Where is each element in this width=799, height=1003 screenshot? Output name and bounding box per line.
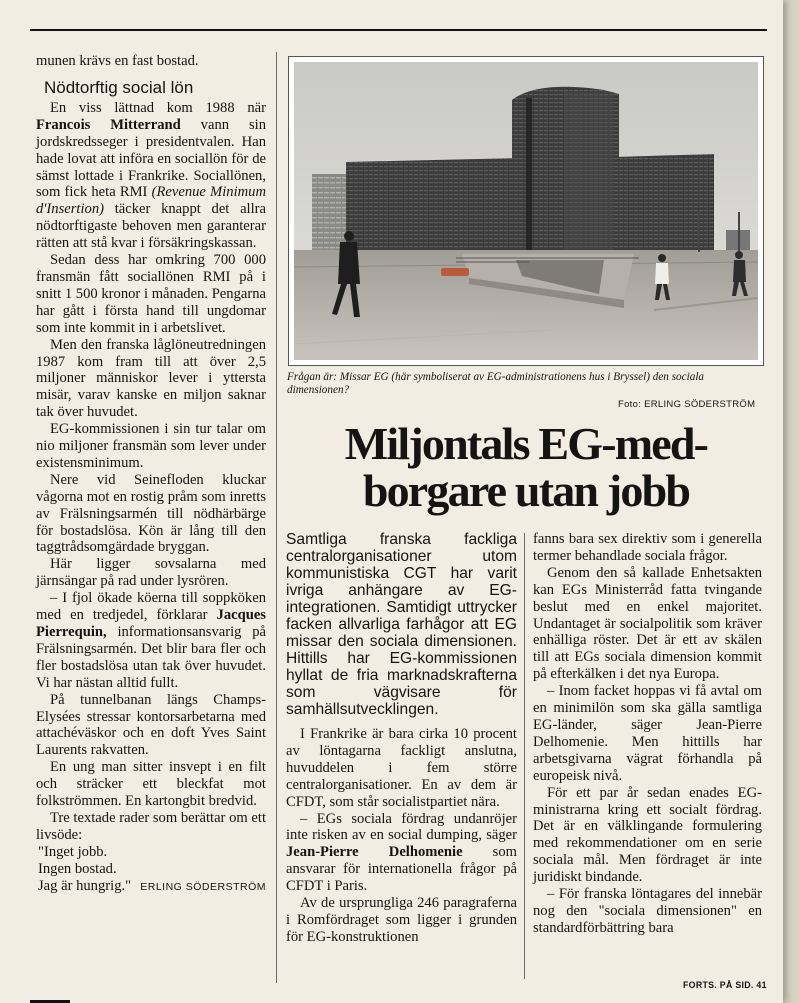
author-signature: ERLING SÖDERSTRÖM <box>140 880 266 893</box>
quote-line: "Inget jobb. <box>38 843 108 860</box>
paragraph: EG-kommissionen i sin tur talar om nio miljoner fransmän som lever under existensminimum. <box>36 421 266 471</box>
paragraph: I Frankrike är bara cirka 10 procent av löntagarna fackligt anslutna, huvuddelen i fem större centralorganisationer. En av dem är CFDT, som står socialistpartiet nära. <box>286 726 517 810</box>
paragraph: Tre textade rader som berättar om ett livsöde: <box>36 809 266 843</box>
paragraph: På tunnelbanan längs Champs-Elysées stressar kontorsarbetarna med attachéväskor och en doft Yves Saint Laurents rakvatten. <box>36 691 266 759</box>
article-headline <box>286 420 766 514</box>
article-column-3 <box>533 531 762 937</box>
paragraph: Av de ursprungliga 246 paragraferna i Romfördraget som ligger i grunden för EG-konstruktionen <box>286 895 517 945</box>
paragraph: – I fjol ökade köerna till soppköken med en tredjedel, förklarar Jacques Pierrequin, informationsansvarig på Frälsningsarmén. Det blir bara fler och fler bostadslösa utan tak över huvudet. Vi har nästan alltid fullt. <box>36 590 266 691</box>
paragraph: – Inom facket hoppas vi få avtal om en minimilön som ska gälla samtliga EG-länder, säger Jean-Pierre Delhomenie. Men hittills har arbetsgivarna vägrat förhandla på europeisk nivå. <box>533 683 762 784</box>
column-divider-left <box>276 52 277 983</box>
paragraph: – EGs sociala fördrag undanröjer inte risken av en social dumping, säger Jean-Pierre Delhomenie som ansvarar för internationella frågor på CFDT i Paris. <box>286 810 517 895</box>
paragraph: Nere vid Seinefloden kluckar vågorna mot en rostig pråm som inretts av Frälsningsarmén till nödhärbärge för bostadslösa. Kön är lång till den taggtrådsomgärdade bryggan. <box>36 471 266 556</box>
top-rule <box>30 29 767 31</box>
photo-credit: Foto: ERLING SÖDERSTRÖM <box>618 399 756 410</box>
article-column-1 <box>36 53 266 895</box>
paragraph: munen krävs en fast bostad. <box>36 53 199 69</box>
person-name: Jacques Pierrequin, <box>36 607 266 640</box>
continued-on-page-note: FORTS. PÅ SID. 41 <box>683 980 767 990</box>
paragraph: fanns bara sex direktiv som i generella termer behandlade sociala frågor. <box>533 531 762 564</box>
paragraph: En ung man sitter insvept i en filt och sträcker ett bleckfat mot folkströmmen. En kartongbit bredvid. <box>36 759 266 810</box>
paragraph: Genom den så kallade Enhetsakten kan EGs Ministerråd fatta tvingande beslut med en enkel majoritet. Undantaget är socialpolitik som kräver enhälliga röster. Det är ett av skälen till att EGs sociala dimension kommit på efterkälken i det nya Europa. <box>533 564 762 683</box>
lead-paragraph: Samtliga franska fackliga centralorganisationer utom kommunistiska CGT har varit ivriga anhängare av EG-integrationen. Samtidigt uttrycker facken allvarliga farhågor att EG missar den sociala dimensionen. Hittills har EG-kommissionen hyllat de fria marknadskrafterna som vägvisare för samhällsutvecklingen. <box>286 531 517 718</box>
column-divider-right <box>524 533 525 979</box>
paragraph: För ett par år sedan enades EG-ministrarna kring ett socialt fördrag. Det är en välklingande formulering med rekommendationer om en serie sociala mål. Men fördraget är inte juridiskt bindande. <box>533 784 762 886</box>
headline-line-1: Miljontals EG-med- <box>344 418 708 469</box>
person-name: Francois Mitterrand <box>36 116 181 133</box>
photo-caption: Frågan är: Missar EG (här symboliserat av EG-administrationens hus i Bryssel) den sociala dimensionen? <box>287 371 705 396</box>
quote-line: Jag är hungrig." <box>38 877 132 894</box>
paragraph: Här ligger sovsalarna med järnsängar på rad under lysrören. <box>36 556 266 590</box>
paragraph: Sedan dess har omkring 700 000 fransmän fått sociallönen RMI på i snitt 1 500 kronor i månaden. Pengarna har gått i första hand till ungdomar som inte kommit in i arbetslivet. <box>36 252 266 336</box>
photo <box>288 56 764 366</box>
quote-line: Ingen bostad. <box>38 860 117 877</box>
italic-term: (Revenue Minimum d'Insertion) <box>36 184 266 218</box>
building-photo-illustration <box>294 62 758 360</box>
paragraph: – För franska löntagares del innebär nog den "sociala dimensionen" en standardförbättring bara <box>533 886 762 936</box>
article-column-2 <box>286 531 517 946</box>
headline-line-2: borgare utan jobb <box>362 465 690 516</box>
person-name: Jean-Pierre Delhomenie <box>286 844 463 861</box>
subheading: Nödtorftig social lön <box>44 77 194 97</box>
paragraph: En viss lättnad kom 1988 när Francois Mitterrand vann sin jordskredsseger i presidentvalen. Han hade lovat att införa en sociallön för de sämst lottade i Frankrike. Sociallönen, som fick heta RMI (Revenue Minimum d'Insertion) täcker knappt det allra nödtorftigaste behoven men garanterar rätten att stå kvar i försäkringskassan. <box>36 99 267 252</box>
paragraph: Men den franska låglöneutredningen 1987 kom fram till att över 2,5 miljoner människor lever i yttersta misär, varav kanske en miljon saknar tak över huvudet. <box>36 336 266 421</box>
